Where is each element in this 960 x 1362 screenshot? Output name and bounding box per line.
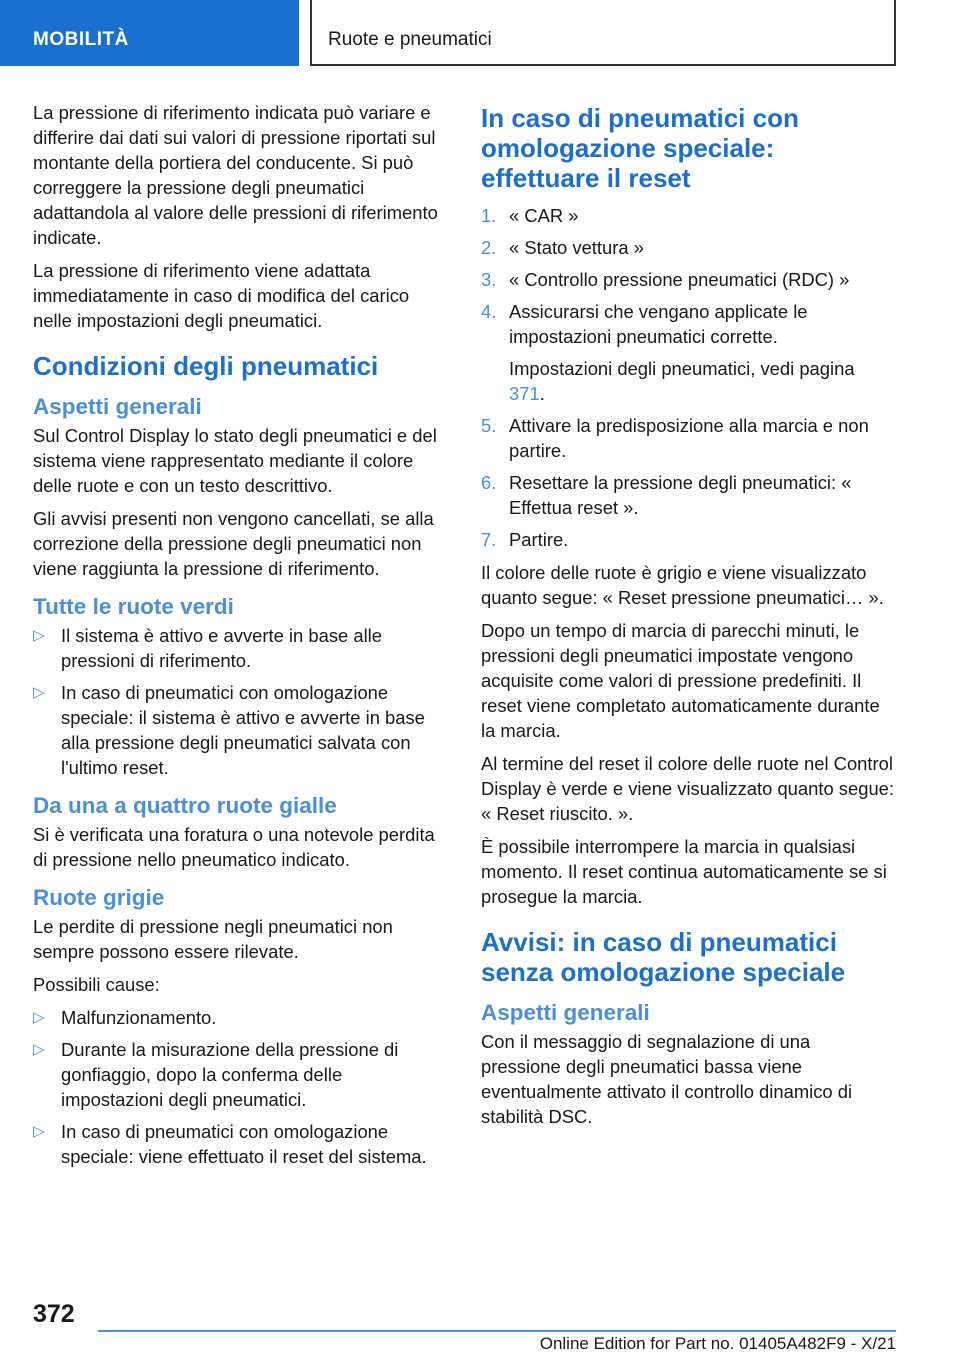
step-item: 2. « Stato vettura » [481, 237, 644, 258]
step-item: 1. « CAR » [481, 205, 579, 226]
triangle-bullet-icon: ▷ [33, 1123, 45, 1140]
paragraph: Dopo un tempo di marcia di parecchi minuti, le pressioni degli pneumatici impostate vengono acquisite come valori di pressione predefiniti. Il reset viene completato automaticamente durante la marcia. [481, 620, 880, 741]
paragraph: Si è verificata una foratura o una notevole perdita di pressione nello pneumatico indicato. [33, 824, 435, 870]
paragraph: Possibili cause: [33, 974, 160, 995]
reset-steps [481, 203, 895, 552]
step-item: 7. Partire. [481, 529, 569, 550]
triangle-bullet-icon: ▷ [33, 1009, 45, 1026]
step-item: 4. Assicurarsi che vengano applicate le impostazioni pneumatici corrette. Impostazioni degli pneumatici, vedi pagina 371. [481, 299, 895, 406]
paragraph: Con il messaggio di segnalazione di una pressione degli pneumatici bassa viene eventualmente attivato il controllo dinamico di stabilità DSC. [481, 1031, 853, 1127]
triangle-bullet-icon: ▷ [33, 627, 45, 644]
paragraph: Sul Control Display lo stato degli pneumatici e del sistema viene rappresentato mediante il colore delle ruote e con un testo descrittivo. [33, 425, 437, 496]
chapter-frame [310, 0, 896, 66]
list-item: ▷ Malfunzionamento. [33, 1007, 217, 1028]
paragraph: Gli avvisi presenti non vengono cancellati, se alla correzione della pressione degli pneumatici non viene raggiunta la pressione di riferimento. [33, 508, 434, 579]
step-subnote: Impostazioni degli pneumatici, vedi pagina 371. [509, 358, 855, 404]
list-item: ▷ In caso di pneumatici con omologazione speciale: il sistema è attivo e avverte in base alla pressione degli pneumatici salvata con l'ultimo reset. [33, 682, 425, 778]
heading-reset: In caso di pneumatici con omologazione speciale: effettuare il reset [481, 103, 799, 193]
heading-condizioni: Condizioni degli pneumatici [33, 351, 379, 381]
paragraph: La pressione di riferimento indicata può variare e differire dai dati sui valori di pressione riportati sul montante della portiera del conducente. Si può correggere la pressione degli pneumatici adattandola al valore delle pressioni di riferimento indicate. [33, 102, 438, 248]
list-ruote-verdi [33, 623, 448, 780]
subheading-ruote-verdi: Tutte le ruote verdi [33, 594, 234, 619]
section-tab [0, 0, 299, 66]
list-item: ▷ Il sistema è attivo e avverte in base alle pressioni di riferimento. [33, 625, 382, 671]
page-number: 372 [33, 1300, 75, 1328]
subheading-aspetti-generali: Aspetti generali [481, 1000, 650, 1025]
left-column [33, 100, 448, 1177]
paragraph: Le perdite di pressione negli pneumatici non sempre possono essere rilevate. [33, 916, 393, 962]
right-column [481, 100, 895, 1137]
list-item: ▷ Durante la misurazione della pressione di gonfiaggio, dopo la conferma delle impostazioni degli pneumatici. [33, 1039, 399, 1110]
triangle-bullet-icon: ▷ [33, 1041, 45, 1058]
paragraph: La pressione di riferimento viene adattata immediatamente in caso di modifica del carico nelle impostazioni degli pneumatici. [33, 260, 410, 331]
chapter-title: Ruote e pneumatici [328, 29, 492, 50]
section-title: MOBILITÀ [33, 29, 129, 50]
footer-divider [98, 1330, 896, 1332]
list-item: ▷ In caso di pneumatici con omologazione speciale: viene effettuato il reset del sistema. [33, 1121, 427, 1167]
paragraph: È possibile interrompere la marcia in qualsiasi momento. Il reset continua automaticamente se si prosegue la marcia. [481, 836, 887, 907]
step-item: 5. Attivare la predisposizione alla marcia e non partire. [481, 415, 869, 461]
edition-note: Online Edition for Part no. 01405A482F9 - X/21 [539, 1334, 896, 1353]
list-possibili-cause [33, 1005, 448, 1169]
page-header [0, 0, 960, 66]
paragraph: Al termine del reset il colore delle ruote nel Control Display è verde e viene visualizzato quanto segue: « Reset riuscito. ». [481, 753, 895, 824]
paragraph: Il colore delle ruote è grigio e viene visualizzato quanto segue: « Reset pressione pneumatici… ». [481, 562, 884, 608]
subheading-ruote-gialle: Da una a quattro ruote gialle [33, 793, 337, 818]
step-item: 6. Resettare la pressione degli pneumatici: « Effettua reset ». [481, 472, 852, 518]
step-item: 3. « Controllo pressione pneumatici (RDC) » [481, 269, 850, 290]
heading-avvisi: Avvisi: in caso di pneumatici senza omologazione speciale [481, 927, 846, 987]
triangle-bullet-icon: ▷ [33, 684, 45, 701]
subheading-aspetti-generali: Aspetti generali [33, 394, 202, 419]
subheading-ruote-grigie: Ruote grigie [33, 885, 165, 910]
page-reference-link[interactable]: 371 [509, 383, 540, 404]
